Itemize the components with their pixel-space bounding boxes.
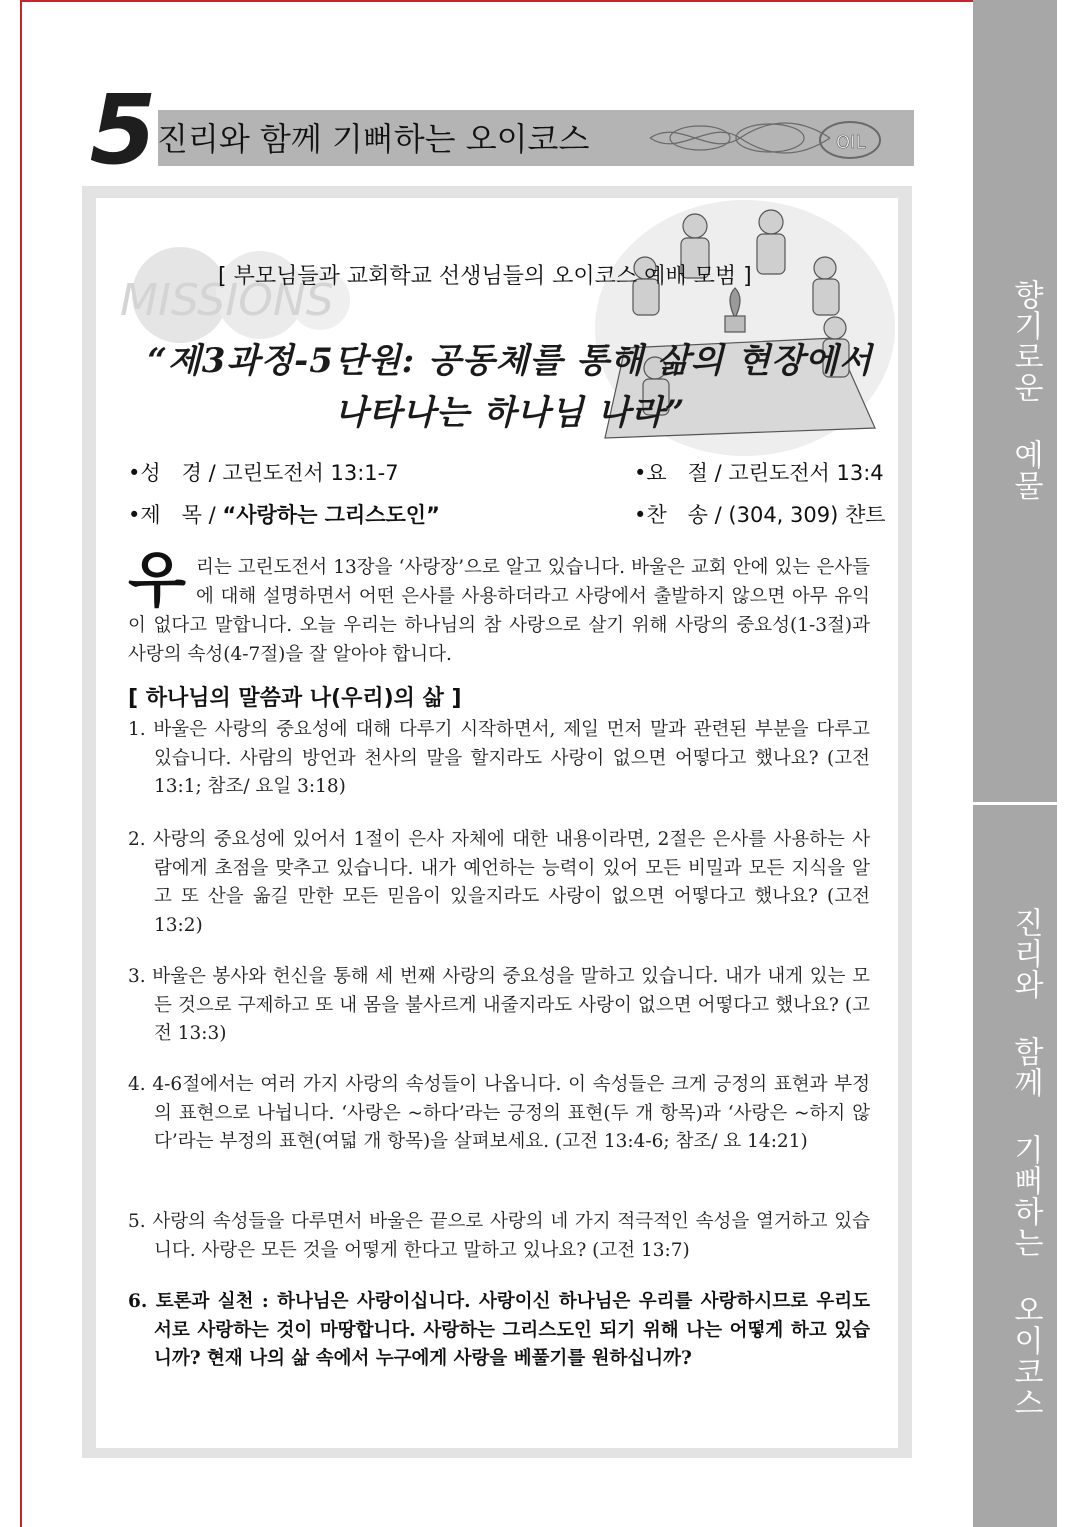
side-tab-label-bottom: 진리와 함께 기뻐하는 오이코스	[1008, 906, 1043, 1418]
meta-scripture-label: •성 경 /	[128, 461, 216, 485]
meta-topic	[128, 500, 440, 530]
lesson-title	[140, 335, 880, 439]
intro-dropcap: 우	[128, 546, 186, 616]
questions-heading: [ 하나님의 말씀과 나(우리)의 삶 ]	[128, 686, 462, 711]
meta-key-verse-value: 고린도전서 13:4	[728, 461, 884, 485]
discussion-item: 6. 토론과 실천 : 하나님은 사랑이십니다. 사랑이신 하나님은 우리를 사랑하시므로 우리도 서로 사랑하는 것이 마땅합니다. 사랑하는 그리스도인 되기 위해 나는 어떻게 하고 있습니까? 현재 나의 삶 속에서 누구에게 사랑을 베풀기를 원하십니까?	[128, 1291, 870, 1369]
side-tab-label-top: 향기로운 예물	[1008, 279, 1043, 501]
worship-subtitle: [ 부모님들과 교회학교 선생님들의 오이코스 예배 모범 ]	[218, 264, 752, 289]
lesson-title-line-1: “제3과정-5단원: 공동체를 통해 삶의 현장에서	[147, 341, 873, 381]
section-number: 5	[89, 74, 157, 186]
page-frame-top	[20, 0, 1045, 2]
question-item: 3. 바울은 봉사와 헌신을 통해 세 번째 사랑의 중요성을 말하고 있습니다. 내가 내게 있는 모든 것으로 구제하고 또 내 몸을 불사르게 내줄지라도 사랑이 없으면 어떻다고 했나요? (고전 13:3)	[128, 966, 870, 1044]
meta-key-verse-label: •요 절 /	[634, 461, 722, 485]
side-tab-divider	[973, 802, 1057, 805]
question-item: 2. 사랑의 중요성에 있어서 1절이 은사 자체에 대한 내용이라면, 2절은 은사를 사용하는 사람에게 초점을 맞추고 있습니다. 내가 예언하는 능력이 있어 모든 비밀과 모든 지식을 알고 또 산을 옮길 만한 모든 믿음이 있을지라도 사랑이 없으면 어떻다고 했나요? (고전 13:2)	[128, 829, 870, 936]
meta-key-verse	[634, 458, 884, 488]
question-item: 4. 4-6절에서는 여러 가지 사랑의 속성들이 나옵니다. 이 속성들은 크게 긍정의 표현과 부정의 표현으로 나뉩니다. ‘사랑은 ~하다’라는 긍정의 표현(두 개 항목)과 ‘사랑은 ~하지 않다’라는 부정의 표현(여덟 개 항목)을 살펴보세요. (고전 13:4-6; 참조/ 요 14:21)	[128, 1074, 870, 1152]
ornament-emblem	[640, 114, 890, 162]
meta-scripture	[128, 458, 399, 488]
meta-topic-value: “사랑하는 그리스도인”	[222, 503, 440, 527]
section-title: 진리와 함께 기뻐하는 오이코스	[157, 120, 590, 158]
meta-hymn-value: (304, 309) 챤트	[728, 503, 886, 527]
meta-hymn	[634, 500, 886, 530]
question-item: 1. 바울은 사랑의 중요성에 대해 다루기 시작하면서, 제일 먼저 말과 관련된 부분을 다루고 있습니다. 사람의 방언과 천사의 말을 할지라도 사랑이 없으면 어떻다고 했나요? (고전 13:1; 참조/ 요일 3:18)	[128, 719, 870, 797]
intro-text: 리는 고린도전서 13장을 ‘사랑장’으로 알고 있습니다. 바울은 교회 안에 있는 은사들에 대해 설명하면서 어떤 은사를 사용하더라고 사랑에서 출발하지 않으면 아무 유익이 없다고 말합니다. 오늘 우리는 하나님의 참 사랑으로 살기 위해 사랑의 중요성(1-3절)과 사랑의 속성(4-7절)을 잘 알아야 합니다.	[128, 557, 870, 665]
meta-hymn-label: •찬 송 /	[634, 503, 722, 527]
question-item: 5. 사랑의 속성들을 다루면서 바울은 끝으로 사랑의 네 가지 적극적인 속성을 열거하고 있습니다. 사랑은 모든 것을 어떻게 한다고 말하고 있나요? (고전 13:7)	[128, 1211, 870, 1261]
lesson-title-line-2: 나타나는 하나님 나라”	[334, 393, 686, 433]
meta-topic-label: •제 목 /	[128, 503, 216, 527]
missions-illustration	[110, 240, 370, 350]
meta-scripture-value: 고린도전서 13:1-7	[222, 461, 399, 485]
emblem-text: OIL	[836, 132, 866, 153]
missions-art-text: MISSIONS	[120, 275, 334, 326]
page-frame-left	[20, 0, 22, 1527]
intro-paragraph	[128, 546, 870, 669]
